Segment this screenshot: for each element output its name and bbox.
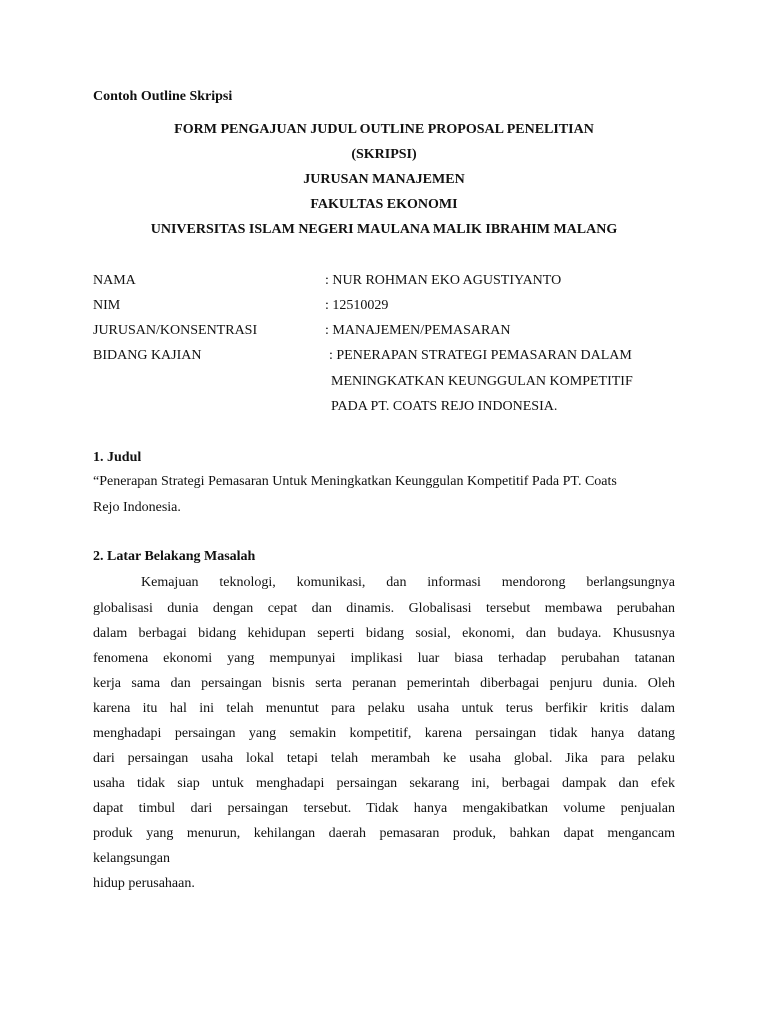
university-title: UNIVERSITAS ISLAM NEGERI MAULANA MALIK IBRAHIM MALANG [150, 222, 618, 237]
doc-label: Contoh Outline Skripsi [93, 89, 233, 104]
field-value-bidang-kajian: : PENERAPAN STRATEGI PEMASARAN DALAM [329, 348, 632, 363]
paragraph-line: menghadapi persaingan yang semakin kompetitif, karena persaingan tidak hanya datang [93, 726, 675, 741]
paragraph-line: kerja sama dan persaingan bisnis serta peranan pemerintah diberbagai penjuru dunia. Oleh [93, 676, 675, 691]
faculty-title: FAKULTAS EKONOMI [310, 197, 458, 212]
field-label-jurusan: JURUSAN/KONSENTRASI [93, 323, 258, 338]
paragraph-line: hidup perusahaan. [93, 876, 195, 891]
field-value-bidang-kajian-cont2: PADA PT. COATS REJO INDONESIA. [331, 399, 558, 414]
field-value-jurusan: : MANAJEMEN/PEMASARAN [325, 323, 511, 338]
paragraph-line: fenomena ekonomi yang mempunyai implikasi luar biasa terhadap perubahan tatanan [93, 651, 675, 666]
field-value-bidang-kajian-cont1: MENINGKATKAN KEUNGGULAN KOMPETITIF [331, 374, 633, 389]
field-label-nim: NIM [93, 298, 121, 313]
paragraph-line: Kemajuan teknologi, komunikasi, dan informasi mendorong berlangsungnya [141, 575, 675, 590]
field-label-bidang-kajian: BIDANG KAJIAN [93, 348, 202, 363]
form-title-line1: FORM PENGAJUAN JUDUL OUTLINE PROPOSAL PENELITIAN [174, 122, 594, 137]
paragraph-line: karena itu hal ini telah menuntut para pelaku usaha untuk terus berfikir kritis dalam [93, 701, 675, 716]
section-heading-judul: 1. Judul [93, 450, 142, 465]
section-heading-latar-belakang: 2. Latar Belakang Masalah [93, 549, 256, 564]
field-value-nim: : 12510029 [325, 298, 389, 313]
field-value-nama: : NUR ROHMAN EKO AGUSTIYANTO [325, 273, 562, 288]
paragraph-line: dari persaingan usaha lokal tetapi telah merambah ke usaha global. Jika para pelaku [93, 751, 675, 766]
department-title: JURUSAN MANAJEMEN [303, 172, 465, 187]
paragraph-line: usaha tidak siap untuk menghadapi persaingan sekarang ini, berbagai dampak dan efek [93, 776, 675, 791]
field-label-nama: NAMA [93, 273, 136, 288]
form-title-line2: (SKRIPSI) [351, 147, 417, 162]
judul-line-1: “Penerapan Strategi Pemasaran Untuk Meningkatkan Keunggulan Kompetitif Pada PT. Coats [93, 474, 617, 489]
paragraph-line: dapat timbul dari persaingan tersebut. Tidak hanya mengakibatkan volume penjualan [93, 801, 675, 816]
paragraph-line: produk yang menurun, kehilangan daerah pemasaran produk, bahkan dapat mengancam [93, 826, 675, 841]
paragraph-line: dalam berbagai bidang kehidupan seperti bidang sosial, ekonomi, dan budaya. Khususnya [93, 626, 675, 641]
paragraph-line: globalisasi dunia dengan cepat dan dinamis. Globalisasi tersebut membawa perubahan [93, 601, 675, 616]
paragraph-line: kelangsungan [93, 851, 170, 866]
judul-line-2: Rejo Indonesia. [93, 500, 181, 515]
